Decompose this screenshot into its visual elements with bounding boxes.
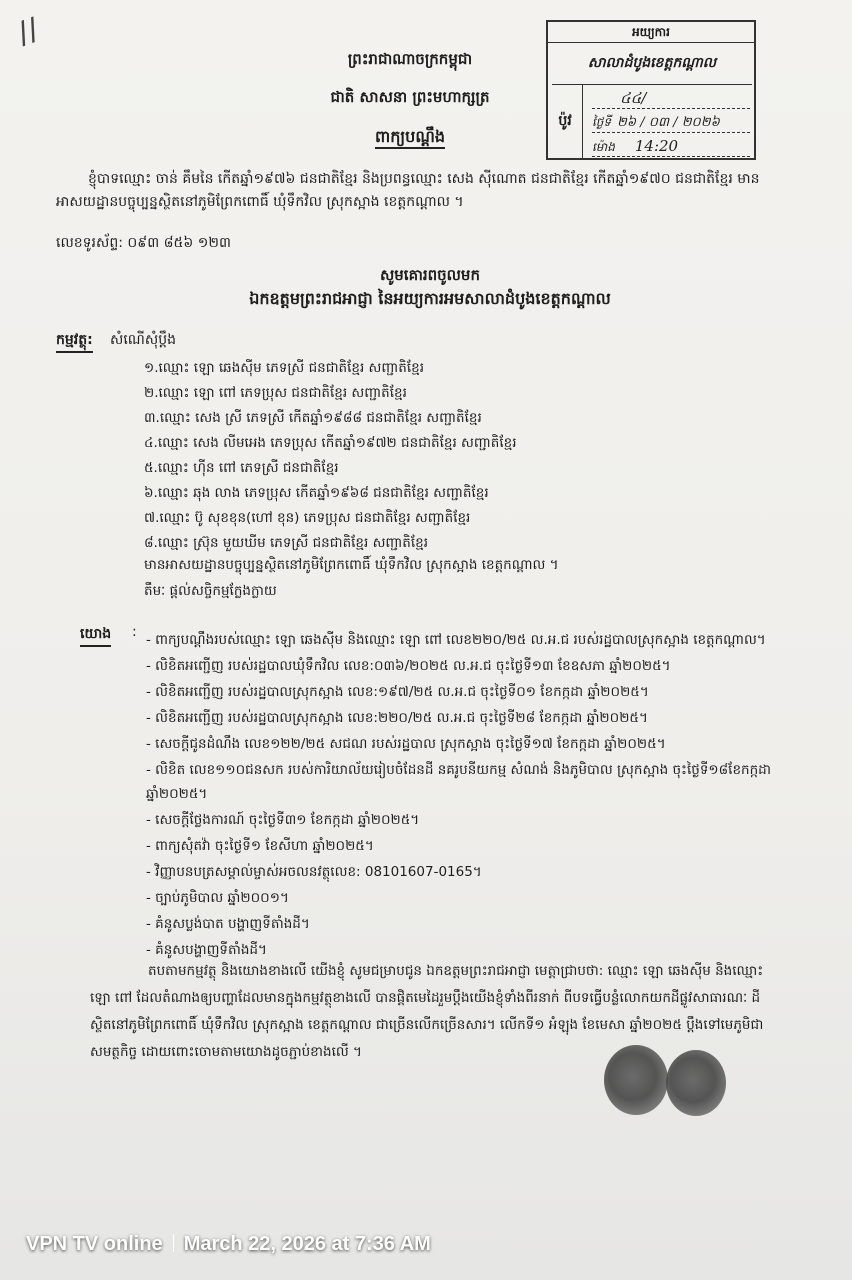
list-item: ៤.ឈ្មោះ សេង លីមអេង ភេទប្រុស កើតឆ្នាំ១៩៧២ ជនជាតិខ្មែរ សញ្ជាតិខ្មែរ [144, 435, 517, 451]
list-item: ៣.ឈ្មោះ សេង ស្រី ភេទស្រី កើតឆ្នាំ១៩៨៨ ជនជាតិខ្មែរ សញ្ជាតិខ្មែរ [144, 410, 482, 426]
defendants-residence: មានអាសយដ្ឋានបច្ចុប្បន្នស្ថិតនៅភូមិព្រែកពោធិ៍ ឃុំទឹកវិល ស្រុកស្អាង ខេត្តកណ្តាល ។ [144, 557, 559, 573]
list-item: - គំនូសប្លង់បាត បង្ហាញទីតាំងដី។ [146, 916, 310, 932]
document-type-text: ពាក្យបណ្តឹង [375, 127, 445, 149]
stamp-side-label: ប៉ូវ [548, 84, 583, 158]
phone-number: លេខទូរស័ព្ទ: ០៩៣ ៨៥៦ ១២៣ [56, 235, 231, 251]
stamp-number-line [592, 88, 750, 109]
list-item: - ពាក្យសុំតវ៉ា ចុះថ្ងៃទី១ ខែសីហា ឆ្នាំ២០២៥។ [146, 838, 374, 854]
list-item: - ពាក្យបណ្តឹងរបស់ឈ្មោះ ឡោ ឆេងស៊ីម និងឈ្មោះ ឡោ ពៅ លេខ២២០/២៥ ល.អ.ជ របស់រដ្ឋបាលស្រុកស្អាង ខេត្តកណ្តាល។ [146, 632, 766, 648]
list-item: ២.ឈ្មោះ ឡោ ពៅ ភេទប្រុស ជនជាតិខ្មែរ សញ្ជាតិខ្មែរ [144, 385, 407, 401]
thumbprint-left [604, 1045, 668, 1115]
stamp-time-label: ម៉ោង [592, 140, 615, 154]
stamp-date-label: ថ្ងៃទី [592, 115, 612, 129]
list-item: ៨.ឈ្មោះ ស្រ៊ុន មួយឃីម ភេទស្រី ជនជាតិខ្មែរ សញ្ជាតិខ្មែរ [144, 535, 429, 551]
document-type-heading [230, 126, 590, 150]
list-item: - លិខិតអញ្ជើញ របស់រដ្ឋបាលស្រុកស្អាង លេខ:១៩៧/២៥ ល.អ.ជ ចុះថ្ងៃទី០១ ខែកក្កដា ឆ្នាំ២០២៥។ [146, 684, 649, 700]
motto-heading: ជាតិ សាសនា ព្រះមហាក្សត្រ [330, 88, 490, 106]
stamp-date-handwritten: ២៦ / ០៣ / ២០២៦ [617, 115, 720, 130]
kingdom-heading: ព្រះរាជាណាចក្រកម្ពុជា [347, 50, 473, 68]
subject-label: កម្មវត្ថុ: [56, 330, 93, 353]
stamp-title: សាលាដំបូងខេត្តកណ្តាល [552, 44, 752, 85]
list-item: ១.ឈ្មោះ ឡោ ឆេងស៊ីម ភេទស្រី ជនជាតិខ្មែរ សញ្ជាតិខ្មែរ [144, 360, 424, 376]
thumbprint-right [666, 1050, 726, 1116]
stamp-date-line [592, 112, 750, 133]
list-item: ៧.ឈ្មោះ ប៊ូ សុខខុន(ហៅ ខុន) ភេទប្រុស ជនជាតិខ្មែរ សញ្ជាតិខ្មែរ [144, 510, 471, 526]
stamp-time-line [592, 136, 750, 157]
list-item: - គំនូសបង្ហាញទីតាំងដី។ [146, 942, 267, 958]
caption-separator [173, 1234, 174, 1252]
addressee-title: ឯកឧត្តមព្រះរាជអាជ្ញា នៃអយ្យការអមសាលាដំបូងខេត្តកណ្តាល [249, 289, 611, 308]
handwritten-corner-mark: // [12, 11, 44, 52]
defendants-list [144, 356, 516, 556]
list-item: - សេចក្តីថ្លែងការណ៍ ចុះថ្ងៃទី៣១ ខែកក្កដា ឆ្នាំ២០២៥។ [146, 812, 420, 828]
list-item: - លិខិតអញ្ជើញ របស់រដ្ឋបាលស្រុកស្អាង លេខ:២២០/២៥ ល.អ.ជ ចុះថ្ងៃទី២៨ ខែកក្កដា ឆ្នាំ២០២៥។ [146, 710, 648, 726]
subject-value: សំណើសុំប្តឹង [110, 332, 176, 348]
references-label: យោង [80, 624, 111, 647]
plaintiff-introduction: ខ្ញុំបាទឈ្មោះ ចាន់ គឹមនៃ កើតឆ្នាំ១៩៧៦ ជនជាតិខ្មែរ និងប្រពន្ធឈ្មោះ សេង ស៊ីណោត ជនជាតិខ្មែរ កើតឆ្នាំ១៩៧០ ជនជាតិខ្មែរ មានអាសយដ្ឋានបច្ចុប្បន្នស្ថិតនៅភូមិព្រែកពោធិ៍ ឃុំទឹកវិល ស្រុកស្អាង ខេត្តកណ្តាល ។ [56, 171, 760, 210]
references-colon: : [132, 624, 137, 640]
list-item: ៥.ឈ្មោះ ហ៊ីន ពៅ ភេទស្រី ជនជាតិខ្មែរ [144, 460, 339, 476]
list-item: ៦.ឈ្មោះ ឆុង លាង ភេទប្រុស កើតឆ្នាំ១៩៦៨ ជនជាតិខ្មែរ សញ្ជាតិខ្មែរ [144, 485, 489, 501]
list-item: - សេចក្តីជូនដំណឹង លេខ១២២/២៥ សជណ របស់រដ្ឋបាល ស្រុកស្អាង ចុះថ្ងៃទី១៧ ខែកក្កដា ឆ្នាំ២០២៥។ [146, 736, 666, 752]
caption-source: VPN TV online [26, 1233, 163, 1255]
caption-timestamp: March 22, 2026 at 7:36 AM [183, 1233, 431, 1255]
references-list [146, 604, 776, 962]
list-item: - លិខិត លេខ១១០ជនសក របស់ការិយាល័យរៀបចំដែនដី នគរូបនីយកម្ម សំណង់ និងភូមិបាល ស្រុកស្អាង ចុះថ្ងៃទី១៨ខែកក្កដា ឆ្នាំ២០២៥។ [146, 762, 772, 802]
photo-caption [26, 1233, 431, 1256]
stamp-top-label: អយ្យការ [548, 22, 754, 43]
list-item: - លិខិតអញ្ជើញ របស់រដ្ឋបាលឃុំទឹកវិល លេខ:០៣៦/២០២៥ ល.អ.ជ ចុះថ្ងៃទី១៣ ខែឧសភា ឆ្នាំ២០២៥។ [146, 658, 671, 674]
closing-paragraph: តបតាមកម្មវត្ថុ និងយោងខាងលើ យើងខ្ញុំ សូមជម្រាបជូន ឯកឧត្តមព្រះរាជអាជ្ញា មេត្តាជ្រាបថា: ឈ្មោះ ឡោ ឆេងស៊ីម និងឈ្មោះ ឡោ ពៅ ដែលតំណាងឲ្យបញ្ហាដែលមានក្នុងកម្មវត្ថុខាងលើ បានផ្តិតមេដៃរួមប្តឹងយើងខ្ញុំទាំងពីរនាក់ ពីបទធ្វើបន្លំលោកយកដីផ្លូវសាធារណៈ ដីស្ថិតនៅភូមិព្រែកពោធិ៍ ឃុំទឹកវិល ស្រុកស្អាង ខេត្តកណ្តាល ជាច្រើនលើកច្រើនសារ។ លើកទី១ អំឡុង ខែមេសា ឆ្នាំ២០២៥ ប្តឹងទៅមេភូមិជាសមត្ថកិច្ច ដោយពោះចោមតាមយោងដូចភ្ជាប់ខាងលើ ។ [90, 963, 764, 1060]
complaint-topic: តឹមៈ ផ្តល់សច្ចិកម្មក្លែងក្លាយ [144, 583, 277, 599]
stamp-time-handwritten: 14:20 [634, 137, 679, 155]
list-item: - វិញ្ញាបនបត្រសម្គាល់ម្ចាស់អចលនវត្ថុលេខ: 08101607-0165។ [146, 864, 482, 880]
reception-stamp [546, 20, 756, 160]
list-item: - ច្បាប់ភូមិបាល ឆ្នាំ២០០១។ [146, 890, 289, 906]
salutation: សូមគោរពចូលមក [380, 266, 480, 284]
stamp-number-handwritten: ៤៤/ [620, 89, 647, 107]
